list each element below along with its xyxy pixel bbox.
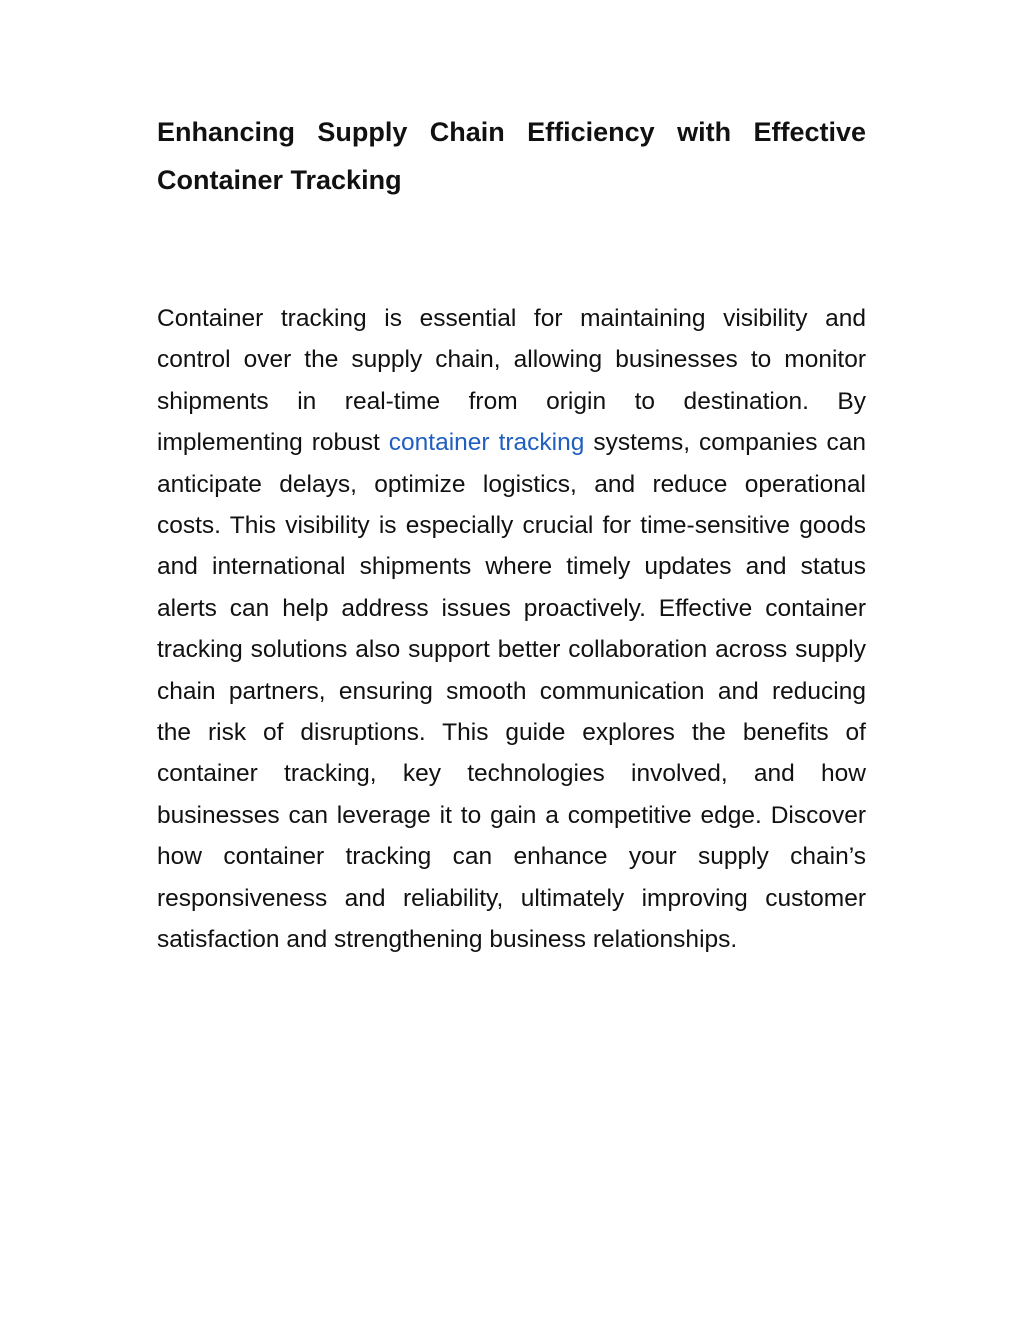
document-page <box>157 108 866 961</box>
body-paragraph <box>157 298 866 961</box>
document-title: Enhancing Supply Chain Efficiency with Effective Container Tracking <box>157 117 866 195</box>
container-tracking-link[interactable]: container tracking <box>388 429 585 457</box>
paragraph-text-before-link: Container tracking is essential for maintaining visibility and control over the supply chain, allowing businesses to monitor shipments in real-time from origin to destination. By implementing robust <box>157 305 866 457</box>
paragraph-text-after-link: systems, companies can anticipate delays, optimize logistics, and reduce operational costs. This visibility is especially crucial for time-sensitive goods and international shipments where timely updates and status alerts can help address issues proactively. Effective container tracking solutions also support better collaboration across supply chain partners, ensuring smooth communication and reducing the risk of disruptions. This guide explores the benefits of container tracking, key technologies involved, and how businesses can leverage it to gain a competitive edge. Discover how container tracking can enhance your supply chain’s responsiveness and reliability, ultimately improving customer satisfaction and strengthening business relationships. <box>157 429 866 954</box>
